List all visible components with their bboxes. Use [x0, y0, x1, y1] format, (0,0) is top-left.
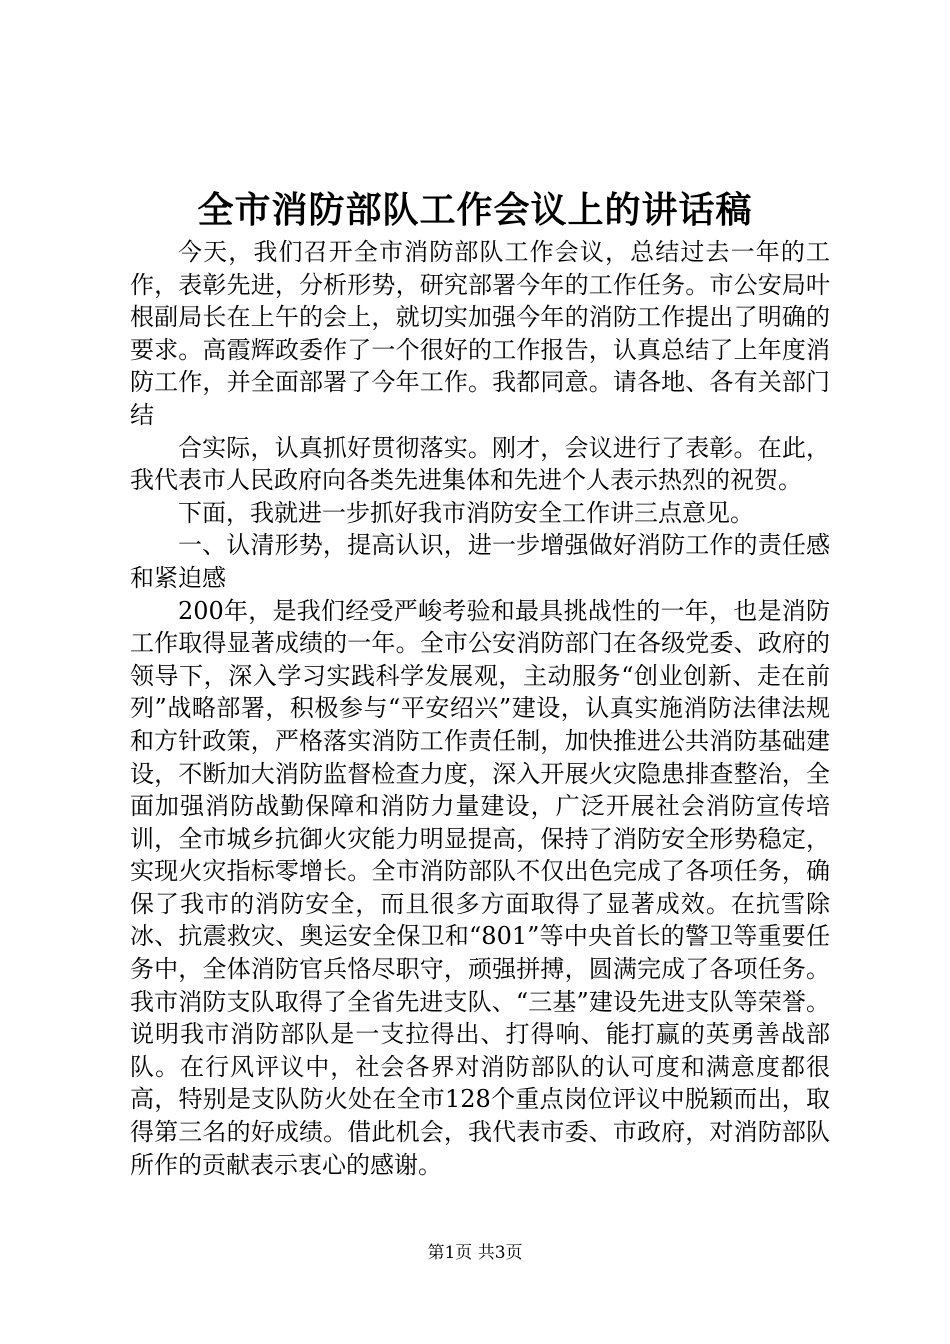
page-number-footer: 第1页 共3页 [427, 1243, 523, 1263]
paragraph-achievements: 200年，是我们经受严峻考验和最具挑战性的一年，也是消防工作取得显著成绩的一年。全市公安消防部门在各级党委、政府的领导下，深入学习实践科学发展观，主动服务“创业创新、走在前列”战略部署，积极参与“平安绍兴”建设，认真实施消防法律法规和方针政策，严格落实消防工作责任制，加快推进公共消防基础建设，不断加大消防监督检查力度，深入开展火灾隐患排查整治，全面加强消防战勤保障和消防力量建设，广泛开展社会消防宣传培训，全市城乡抗御火灾能力明显提高，保持了消防安全形势稳定，实现火灾指标零增长。全市消防部队不仅出色完成了各项任务，确保了我市的消防安全，而且很多方面取得了显著成效。在抗雪除冰、抗震救灾、奥运安全保卫和“801”等中央首长的警卫等重要任务中，全体消防官兵恪尽职守，顽强拼搏，圆满完成了各项任务。我市消防支队取得了全省先进支队、“三基”建设先进支队等荣誉。说明我市消防部队是一支拉得出、打得响、能打赢的英勇善战部队。在行风评议中，社会各界对消防部队的认可度和满意度都很高，特别是支队防火处在全市128个重点岗位评议中脱颖而出，取得第三名的好成绩。借此机会，我代表市委、市政府，对消防部队所作的贡献表示衷心的感谢。 [130, 596, 830, 1179]
paragraph-intro-points: 下面，我就进一步抓好我市消防安全工作讲三点意见。 [178, 498, 754, 527]
section-heading-1: 一、认清形势，提高认识，进一步增强做好消防工作的责任感和紧迫感 [130, 531, 830, 592]
document-title: 全市消防部队工作会议上的讲话稿 [197, 189, 753, 231]
document-body [130, 236, 830, 1181]
paragraph-opening: 今天，我们召开全市消防部队工作会议，总结过去一年的工作，表彰先进，分析形势，研究部署今年的工作任务。市公安局叶根副局长在上午的会上，就切实加强今年的消防工作提出了明确的要求。高霞辉政委作了一个很好的工作报告，认真总结了上年度消防工作，并全面部署了今年工作。我都同意。请各地、各有关部门结 [130, 238, 830, 429]
paragraph-congratulation: 合实际，认真抓好贯彻落实。刚才，会议进行了表彰。在此，我代表市人民政府向各类先进集体和先进个人表示热烈的祝贺。 [130, 433, 830, 495]
